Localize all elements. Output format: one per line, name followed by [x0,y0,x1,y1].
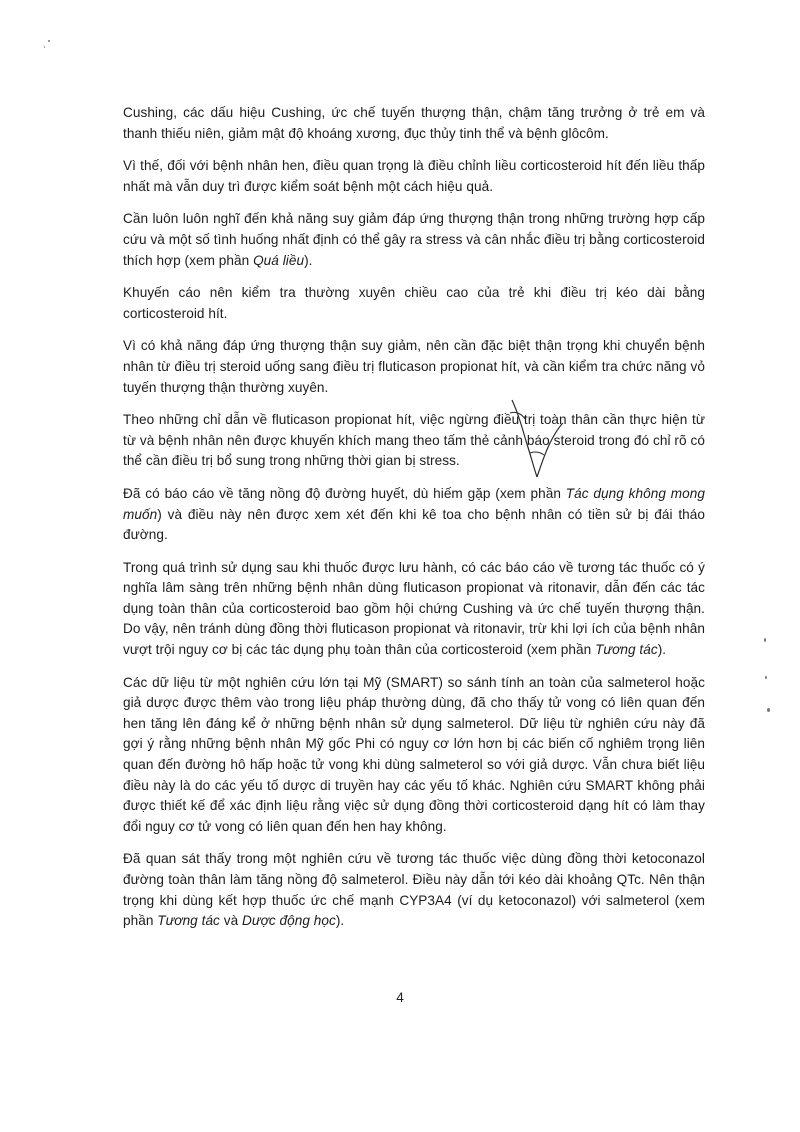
scan-speck [765,676,767,679]
paragraph-text: Vì có khả năng đáp ứng thượng thận suy giảm, nên cần đặc biệt thận trọng khi chuyển bệnh nhân từ điều trị steroid uống sang điều trị fluticason propionat hít, và cần kiểm tra chức năng vỏ tuyến thượng thận thường xuyên. [123,338,705,395]
body-paragraph [123,410,705,472]
paragraph-text: ) và điều này nên được xem xét đến khi kê toa cho bệnh nhân có tiền sử bị đái tháo đường. [123,506,705,543]
paragraph-text: Khuyến cáo nên kiểm tra thường xuyên chiều cao của trẻ khi điều trị kéo dài bằng corticosteroid hít. [123,285,705,321]
paragraph-text: ). [657,642,667,658]
body-paragraph [123,558,705,661]
body-paragraph [123,209,705,271]
scan-speck [44,46,45,48]
paragraph-text: Các dữ liệu từ một nghiên cứu lớn tại Mỹ (SMART) so sánh tính an toàn của salmeterol hoặc giả dược được thêm vào trong liệu pháp thường dùng, đã cho thấy tử vong có liên quan đến hen tăng lên đáng kể ở những bệnh nhân sử dụng salmeterol. Dữ liệu từ nghiên cứu này đã gợi ý rằng những bệnh nhân Mỹ gốc Phi có nguy cơ lớn hơn bị các biến cố nghiêm trọng liên quan đến đường hô hấp hoặc tử vong khi dùng salmeterol so với giả dược. Vẫn chưa biết liệu điều này là do các yếu tố dược di truyền hay các yếu tố khác. Nghiên cứu SMART không phải được thiết kế để xác định liệu rằng việc sử dụng đồng thời corticosteroid dạng hít có làm thay đổi nguy cơ tử vong có liên quan đến hen hay không. [123,674,705,834]
paragraph-text: ). [304,252,313,268]
scan-speck [767,708,770,712]
paragraph-text: Theo những chỉ dẫn về fluticason propionat hít, việc ngừng điều trị toàn thân cần thực hiện từ từ và bệnh nhân nên được khuyến khích mang theo tấm thẻ cảnh báo steroid trong đó chỉ rõ có thể cần điều trị bổ sung trong những thời gian bị stress. [123,412,705,469]
paragraph-text: và [219,913,243,929]
cross-reference: Tương tác [595,642,658,658]
body-paragraph [123,484,705,546]
paragraph-text: Trong quá trình sử dụng sau khi thuốc được lưu hành, có các báo cáo về tương tác thuốc có ý nghĩa lâm sàng trên những bệnh nhân dùng fluticason propionat và ritonavir, dẫn đến các tác dụng toàn thân của corticosteroid bao gồm hội chứng Cushing và ức chế tuyến thượng thận. Do vậy, nên tránh dùng đồng thời fluticason propionat và ritonavir, trừ khi lợi ích của bệnh nhân vượt trội nguy cơ bị các tác dụng phụ toàn thân của corticosteroid (xem phần [123,559,705,658]
handwritten-mark [500,395,590,480]
body-paragraph [123,103,705,144]
body-paragraph [123,673,705,838]
paragraph-text: Đã có báo cáo về tăng nồng độ đường huyết, dù hiếm gặp (xem phần [123,485,566,501]
paragraph-text: Đã quan sát thấy trong một nghiên cứu về tương tác thuốc việc dùng đồng thời ketoconazol đường toàn thân làm tăng nồng độ salmeterol. Điều này dẫn tới kéo dài khoảng QTc. Nên thận trọng khi dùng kết hợp thuốc ức chế mạnh CYP3A4 (ví dụ ketoconazol) với salmeterol (xem phần [123,851,705,929]
paragraph-text: Vì thế, đối với bệnh nhân hen, điều quan trọng là điều chỉnh liều corticosteroid hít đến liều thấp nhất mà vẫn duy trì được kiểm soát bệnh một cách hiệu quả. [123,158,705,194]
cross-reference: Quá liều [253,252,305,268]
page-number: 4 [396,990,404,1005]
body-paragraph [123,336,705,398]
body-paragraph [123,156,705,197]
cross-reference: Dược động học [242,913,336,929]
paragraph-text: Cushing, các dấu hiệu Cushing, ức chế tuyến thượng thận, chậm tăng trưởng ở trẻ em và thanh thiếu niên, giảm mật độ khoáng xương, đục thủy tinh thể và bệnh glôcôm. [123,105,705,141]
paragraph-text: ). [335,913,345,929]
cross-reference: Tác dụng không mong muốn [123,485,705,522]
paragraph-text: Cần luôn luôn nghĩ đến khả năng suy giảm đáp ứng thượng thận trong những trường hợp cấp cứu và một số tình huống nhất định có thể gây ra stress và cân nhắc điều trị bằng corticosteroid thích hợp (xem phần [123,211,705,268]
scan-speck [48,40,50,42]
cross-reference: Tương tác [157,913,220,929]
document-body [123,103,705,944]
body-paragraph [123,283,705,324]
scan-speck [764,638,766,642]
body-paragraph [123,849,705,931]
